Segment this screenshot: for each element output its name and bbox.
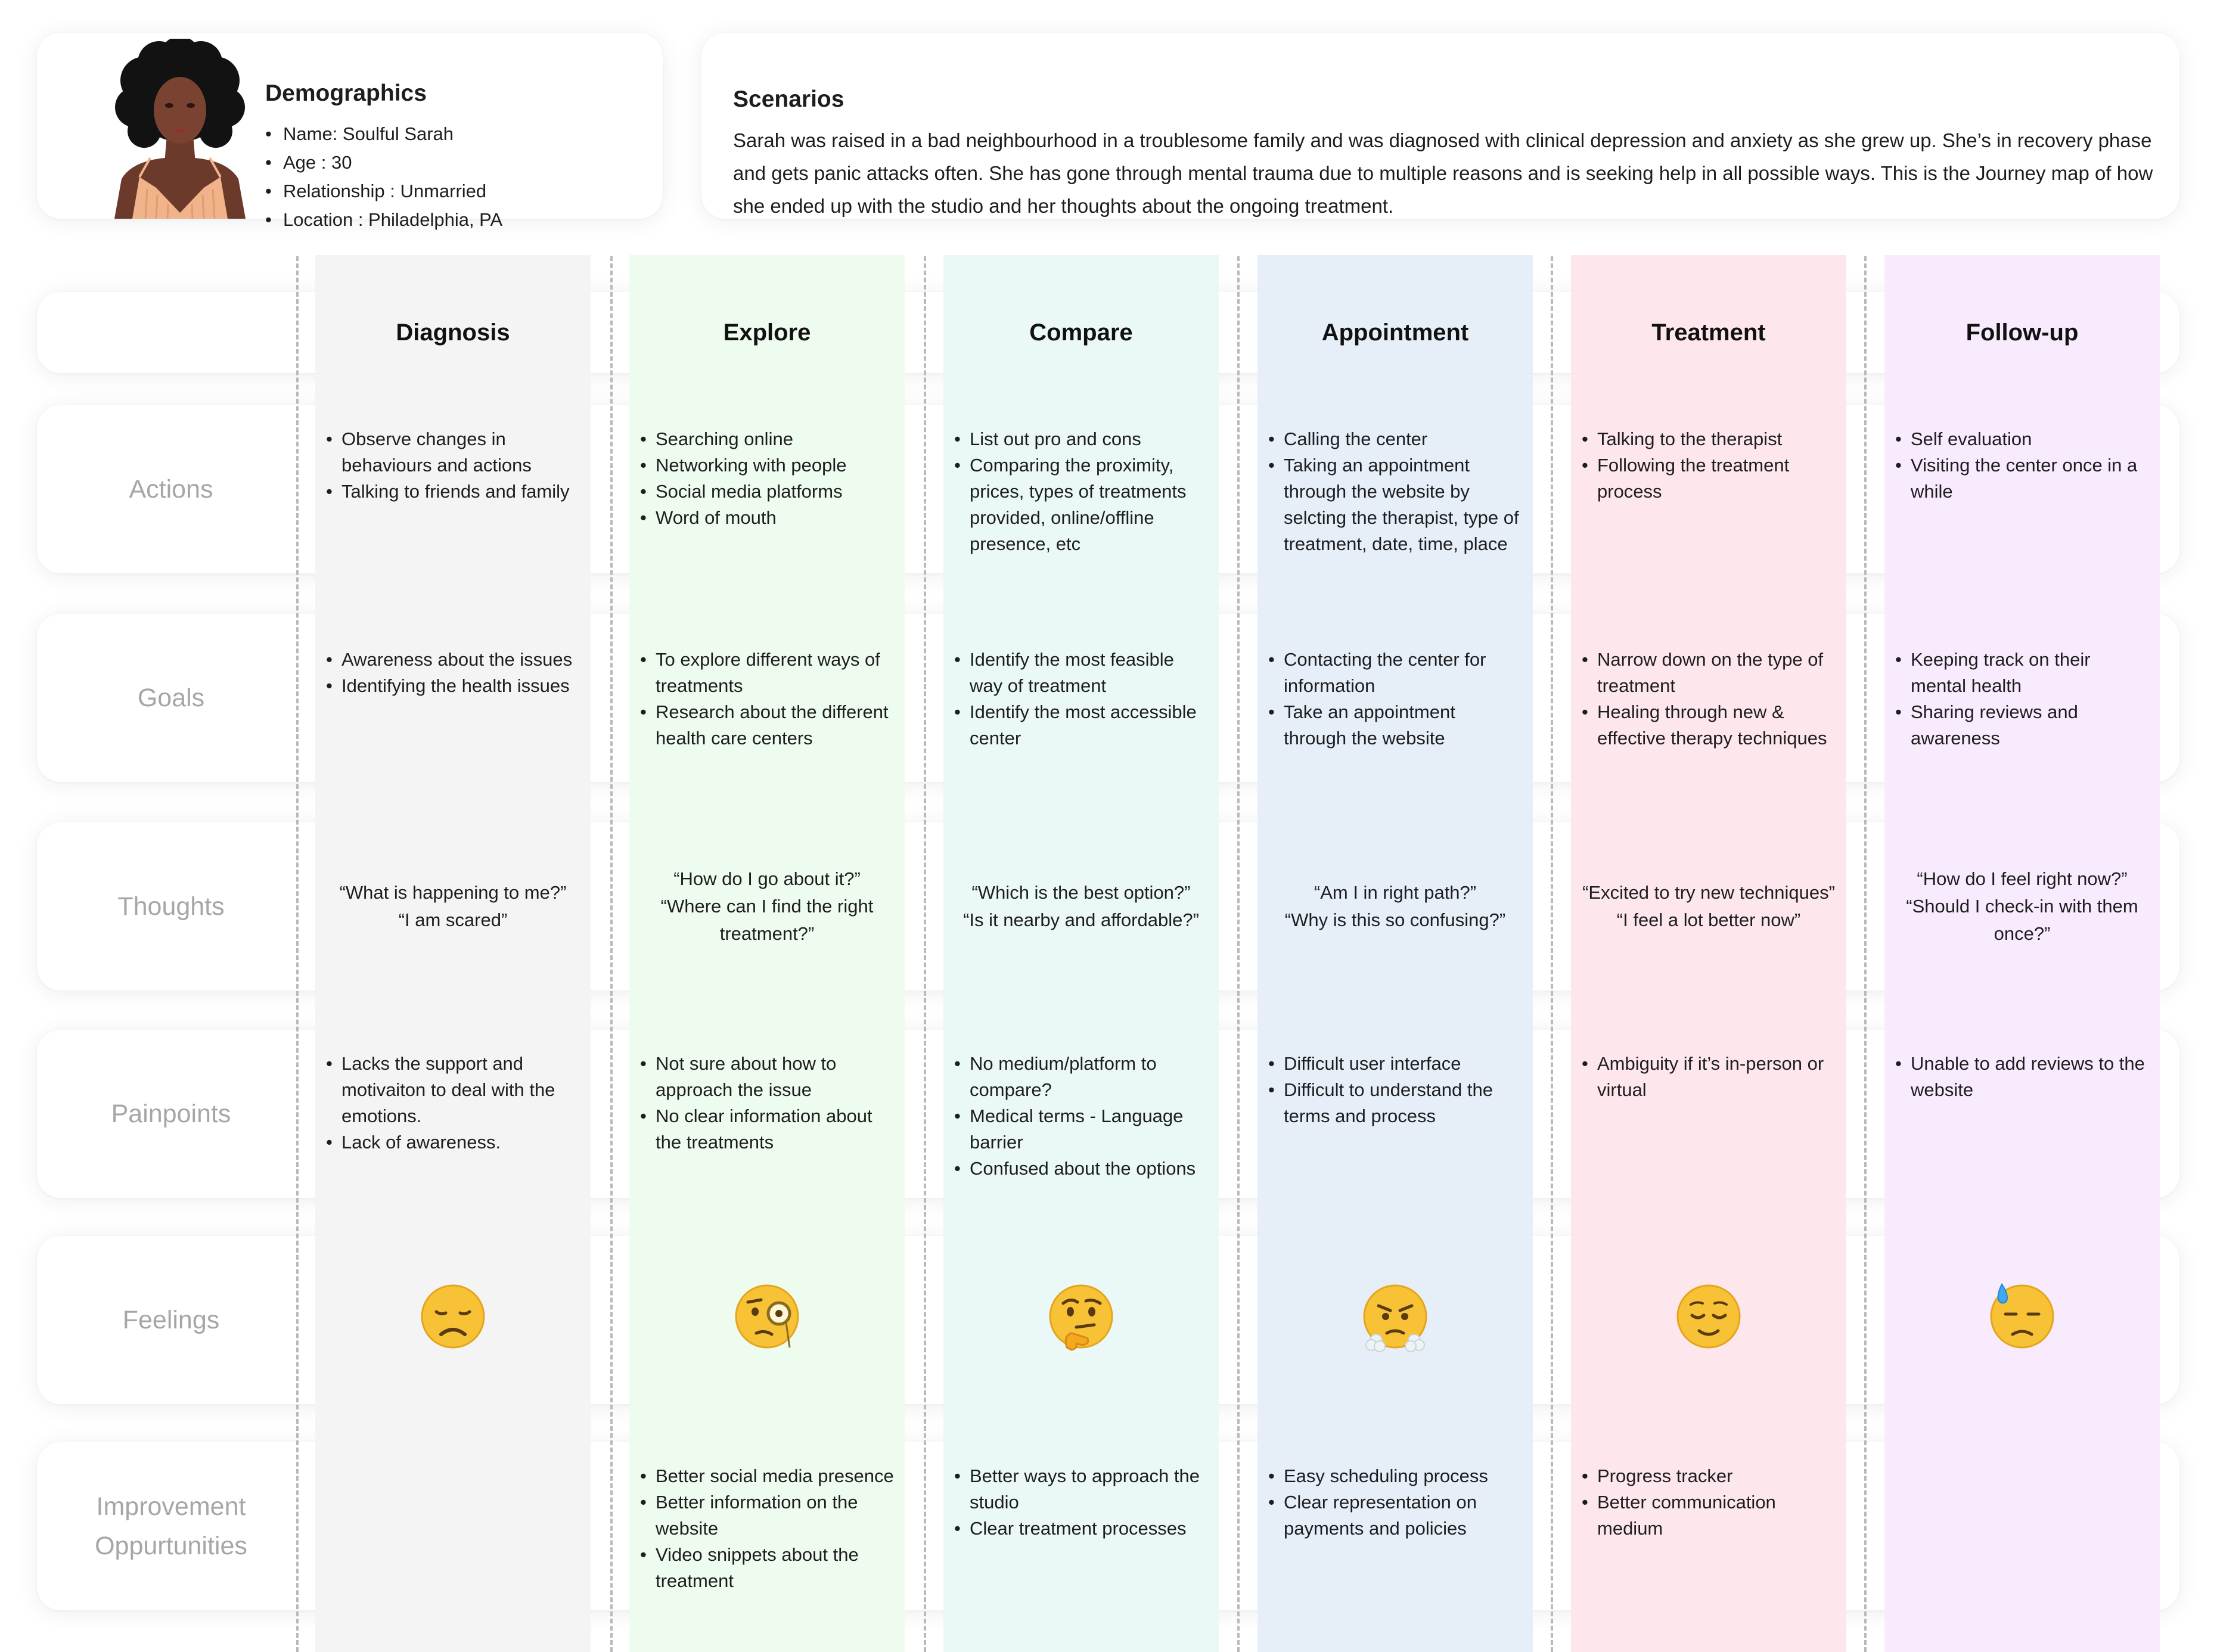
improvements-explore — [629, 1442, 905, 1610]
goals-list — [635, 647, 905, 752]
goals-item: • Research about the different health care centers — [635, 699, 894, 752]
feeling-follow-up — [1884, 1236, 2160, 1404]
demographics-name: • Name: Soulful Sarah — [265, 120, 502, 148]
thought-quote: “I feel a lot better now” — [1616, 909, 1801, 930]
improvements-item: • Better social media presence — [635, 1463, 894, 1489]
column-divider — [924, 256, 926, 1652]
improvements-list — [1577, 1463, 1846, 1542]
improvements-diagnosis — [315, 1442, 591, 1610]
feelings-row-label: Feelings — [122, 1306, 220, 1334]
improvements-compare — [943, 1442, 1219, 1610]
improvements-row-label — [37, 1442, 305, 1610]
goals-item: • Identify the most accessible center — [949, 699, 1208, 752]
goals-item: • Take an appointment through the website — [1263, 699, 1522, 752]
improvements-appointment — [1257, 1442, 1533, 1610]
goals-item: • Identifying the health issues — [321, 673, 580, 699]
painpoints-item: • Medical terms - Language barrier — [949, 1103, 1208, 1156]
thought-quote: “Where can I find the right treatment?” — [660, 896, 874, 944]
feeling-appointment — [1257, 1236, 1533, 1404]
feeling-treatment — [1571, 1236, 1846, 1404]
painpoints-item: • Difficult user interface — [1263, 1051, 1522, 1077]
scenarios-title: Scenarios — [733, 86, 844, 112]
actions-list — [635, 426, 905, 531]
row-label-line-1: Improvement — [96, 1492, 246, 1521]
thought-quote: “Which is the best option?” — [971, 882, 1191, 903]
goals-explore — [629, 614, 905, 782]
painpoints-item: • Unable to add reviews to the website — [1890, 1051, 2149, 1103]
disappointed-face-icon — [417, 1281, 489, 1359]
painpoints-explore — [629, 1030, 905, 1198]
actions-item: • Visiting the center once in a while — [1890, 452, 2149, 505]
improvements-list — [635, 1463, 905, 1594]
thought-quote: “Should I check-in with them once?” — [1906, 896, 2138, 944]
painpoints-item: • Ambiguity if it’s in-person or virtual — [1577, 1051, 1836, 1103]
goals-item: • To explore different ways of treatments — [635, 647, 894, 699]
goals-list — [1263, 647, 1533, 752]
relieved-face-icon — [1673, 1281, 1744, 1359]
stage-header-appointment: Appointment — [1321, 319, 1469, 346]
actions-item: • Following the treatment process — [1577, 452, 1836, 505]
actions-item: • Taking an appointment through the website by selcting the therapist, type of treatment, date, time, place — [1263, 452, 1522, 557]
actions-item: • Talking to friends and family — [321, 479, 580, 505]
goals-item: • Keeping track on their mental health — [1890, 647, 2149, 699]
goals-list — [949, 647, 1219, 752]
painpoints-compare — [943, 1030, 1219, 1198]
actions-follow-up — [1884, 405, 2160, 573]
painpoints-item: • Lacks the support and motivaiton to deal with the emotions. — [321, 1051, 580, 1129]
goals-list — [1890, 647, 2160, 752]
improvements-item: • Clear representation on payments and policies — [1263, 1489, 1522, 1542]
column-divider — [1864, 256, 1867, 1652]
improvements-treatment — [1571, 1442, 1846, 1610]
actions-item: • Calling the center — [1263, 426, 1522, 452]
goals-treatment — [1571, 614, 1846, 782]
scenarios-card — [701, 33, 2179, 219]
column-divider — [1237, 256, 1240, 1652]
painpoints-diagnosis — [315, 1030, 591, 1198]
painpoints-item: • Confused about the options — [949, 1156, 1208, 1182]
goals-item: • Contacting the center for information — [1263, 647, 1522, 699]
painpoints-item: • Difficult to understand the terms and process — [1263, 1077, 1522, 1129]
thought-quote: “Excited to try new techniques” — [1582, 882, 1835, 903]
painpoints-list — [321, 1051, 591, 1156]
goals-item: • Healing through new & effective therapy techniques — [1577, 699, 1836, 752]
actions-list — [321, 426, 591, 505]
goals-diagnosis — [315, 614, 591, 782]
painpoints-item: • Lack of awareness. — [321, 1129, 580, 1156]
goals-item: • Awareness about the issues — [321, 647, 580, 673]
improvements-item: • Video snippets about the treatment — [635, 1542, 894, 1594]
actions-item: • List out pro and cons — [949, 426, 1208, 452]
improvements-list — [949, 1463, 1219, 1542]
demographics-age: • Age : 30 — [265, 148, 502, 177]
improvements-item: • Progress tracker — [1577, 1463, 1836, 1489]
actions-treatment — [1571, 405, 1846, 573]
improvements-item: • Clear treatment processes — [949, 1516, 1208, 1542]
improvements-item: • Better communication medium — [1577, 1489, 1836, 1542]
column-divider — [610, 256, 613, 1652]
painpoints-list — [635, 1051, 905, 1156]
thoughts-row-label: Thoughts — [117, 892, 225, 921]
improvements-item: • Better ways to approach the studio — [949, 1463, 1208, 1516]
goals-list — [1577, 647, 1846, 752]
thought-quote: “I am scared” — [398, 909, 508, 930]
thought-follow-up — [1884, 822, 2160, 990]
painpoints-item: • No medium/platform to compare? — [949, 1051, 1208, 1103]
thought-quote: “How do I feel right now?” — [1917, 868, 2128, 889]
thought-quote: “Why is this so confusing?” — [1284, 909, 1506, 930]
actions-compare — [943, 405, 1219, 573]
thought-quote: “Am I in right path?” — [1314, 882, 1477, 903]
actions-row-label: Actions — [129, 475, 213, 504]
goals-compare — [943, 614, 1219, 782]
actions-appointment — [1257, 405, 1533, 573]
actions-item: • Networking with people — [635, 452, 894, 479]
downcast-face-with-sweat-icon — [1986, 1281, 2058, 1359]
row-label-line-2: Oppurtunities — [95, 1532, 247, 1560]
thought-explore — [629, 822, 905, 990]
demographics-title: Demographics — [265, 80, 427, 106]
thought-treatment — [1571, 822, 1846, 990]
painpoints-list — [1577, 1051, 1846, 1103]
thought-quote: “Is it nearby and affordable?” — [963, 909, 1199, 930]
actions-item: • Word of mouth — [635, 505, 894, 531]
stage-header-explore: Explore — [723, 319, 811, 346]
thought-quote: “How do I go about it?” — [673, 868, 861, 889]
actions-list — [1577, 426, 1846, 505]
painpoints-item: • Not sure about how to approach the issue — [635, 1051, 894, 1103]
stage-header-diagnosis: Diagnosis — [396, 319, 510, 346]
thinking-face-icon — [1045, 1281, 1117, 1359]
painpoints-treatment — [1571, 1030, 1846, 1198]
demographics-location: • Location : Philadelphia, PA — [265, 206, 502, 234]
stage-header-compare: Compare — [1029, 319, 1133, 346]
actions-list — [1890, 426, 2160, 505]
actions-explore — [629, 405, 905, 573]
actions-item: • Social media platforms — [635, 479, 894, 505]
thought-diagnosis — [315, 822, 591, 990]
goals-item: • Identify the most feasible way of treatment — [949, 647, 1208, 699]
actions-item: • Observe changes in behaviours and actions — [321, 426, 580, 479]
actions-item: • Talking to the therapist — [1577, 426, 1836, 452]
feeling-explore — [629, 1236, 905, 1404]
demographics-list — [265, 120, 502, 234]
actions-item: • Self evaluation — [1890, 426, 2149, 452]
painpoints-follow-up — [1884, 1030, 2160, 1198]
painpoints-list — [1263, 1051, 1533, 1129]
persona-avatar — [91, 39, 269, 219]
thought-compare — [943, 822, 1219, 990]
goals-list — [321, 647, 591, 699]
demographics-card — [37, 33, 663, 230]
goals-item: • Narrow down on the type of treatment — [1577, 647, 1836, 699]
thought-quote: “What is happening to me?” — [339, 882, 567, 903]
thought-appointment — [1257, 822, 1533, 990]
actions-list — [1263, 426, 1533, 557]
painpoints-appointment — [1257, 1030, 1533, 1198]
goals-row-label: Goals — [137, 684, 205, 712]
painpoints-row-label: Painpoints — [111, 1100, 231, 1128]
painpoints-item: • No clear information about the treatments — [635, 1103, 894, 1156]
actions-item: • Comparing the proximity, prices, types of treatments provided, online/offline presence, etc — [949, 452, 1208, 557]
goals-appointment — [1257, 614, 1533, 782]
feeling-compare — [943, 1236, 1219, 1404]
feeling-diagnosis — [315, 1236, 591, 1404]
stage-header-follow-up: Follow-up — [1966, 319, 2079, 346]
improvements-follow-up — [1884, 1442, 2160, 1610]
goals-follow-up — [1884, 614, 2160, 782]
painpoints-list — [1890, 1051, 2160, 1103]
row-label-lines — [95, 1487, 247, 1566]
actions-list — [949, 426, 1219, 557]
column-divider — [1551, 256, 1553, 1652]
actions-diagnosis — [315, 405, 591, 573]
painpoints-list — [949, 1051, 1219, 1182]
face-with-monocle-icon — [731, 1281, 803, 1359]
improvements-list — [1263, 1463, 1533, 1542]
goals-item: • Sharing reviews and awareness — [1890, 699, 2149, 752]
stage-header-treatment: Treatment — [1651, 319, 1766, 346]
scenarios-text: Sarah was raised in a bad neighbourhood in a troublesome family and was diagnosed with clinical depression and anxiety as she grew up. She’s in recovery phase and gets panic attacks often. She has gone through mental trauma due to multiple reasons and is seeking help in all possible ways. This is the Journey map of how she ended up with the studio and her thoughts about the ongoing treatment. — [733, 129, 2153, 217]
actions-item: • Searching online — [635, 426, 894, 452]
improvements-item: • Better information on the website — [635, 1489, 894, 1542]
improvements-item: • Easy scheduling process — [1263, 1463, 1522, 1489]
face-with-steam-from-nose-icon — [1359, 1281, 1431, 1359]
demographics-relationship: • Relationship : Unmarried — [265, 177, 502, 206]
